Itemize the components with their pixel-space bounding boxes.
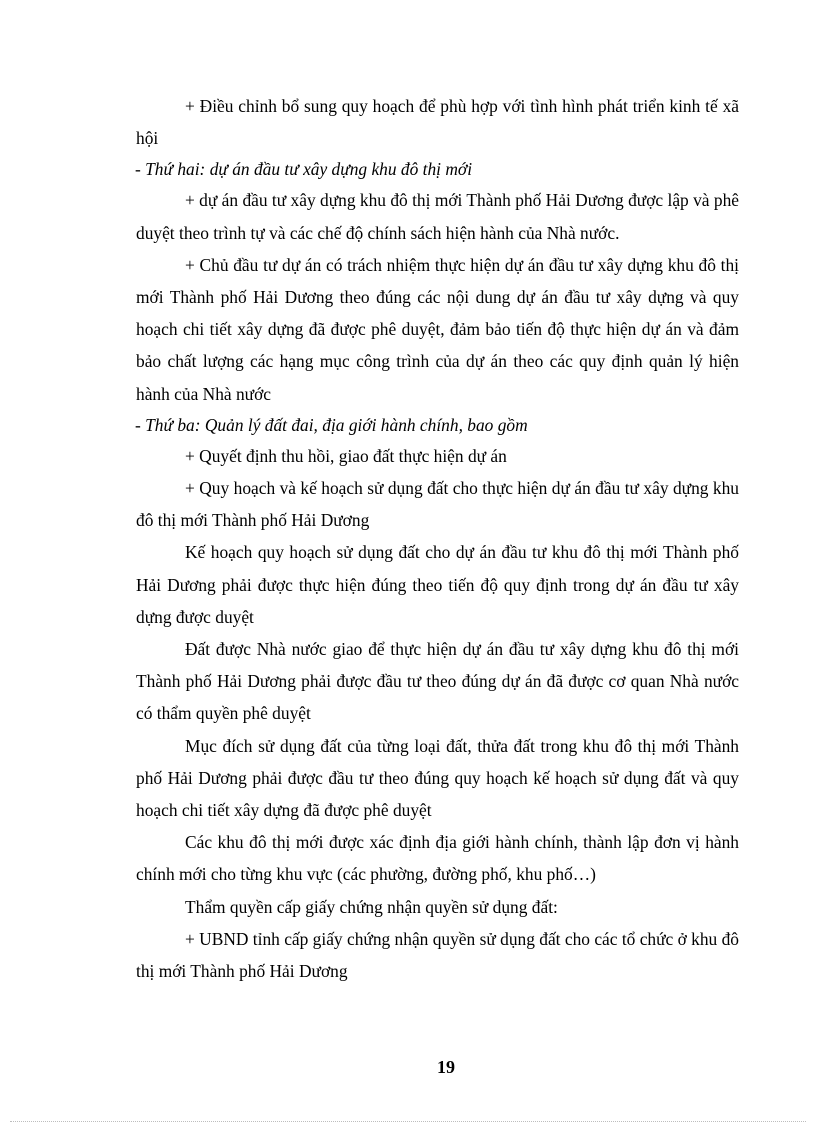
paragraph-land-recovery: + Quyết định thu hồi, giao đất thực hiện dự án — [185, 445, 507, 466]
heading-second-item: - Thứ hai: dự án đầu tư xây dựng khu đô thị mới — [135, 159, 473, 180]
heading-third-item: - Thứ ba: Quản lý đất đai, địa giới hành chính, bao gồm — [135, 414, 528, 435]
paragraph-land-allocation: Đất được Nhà nước giao để thực hiện dự án đầu tư xây dựng khu đô thị mới Thành phố Hải Dương phải được đầu tư theo đúng dự án đã được cơ quan Nhà nước có thẩm quyền phê duyệt — [136, 639, 739, 724]
paragraph-land-use-plan: + Quy hoạch và kế hoạch sử dụng đất cho thực hiện dự án đầu tư xây dựng khu đô thị mới Thành phố Hải Dương — [136, 478, 739, 531]
paragraph-project-approval: + dự án đầu tư xây dựng khu đô thị mới Thành phố Hải Dương được lập và phê duyệt theo trình tự và các chế độ chính sách hiện hành của Nhà nước. — [136, 190, 739, 243]
paragraph-admin-boundaries: Các khu đô thị mới được xác định địa giới hành chính, thành lập đơn vị hành chính mới cho từng khu vực (các phường, đường phố, khu phố…) — [136, 832, 739, 885]
paragraph-investor-responsibility: + Chủ đầu tư dự án có trách nhiệm thực hiện dự án đầu tư xây dựng khu đô thị mới Thành phố Hải Dương theo đúng các nội dung dự án đầu tư xây dựng và quy hoạch chi tiết xây dựng đã được phê duyệt, đảm bảo tiến độ thực hiện dự án và đảm bảo chất lượng các hạng mục công trình của dự án theo các quy định quản lý hiện hành của Nhà nước — [136, 254, 739, 404]
body-text — [136, 90, 739, 987]
page-number: 19 — [437, 1057, 455, 1077]
paragraph-land-schedule: Kế hoạch quy hoạch sử dụng đất cho dự án đầu tư khu đô thị mới Thành phố Hải Dương phải được thực hiện đúng theo tiến độ quy định trong dự án đầu tư xây dựng được duyệt — [136, 542, 739, 627]
paragraph-certificate-authority: Thẩm quyền cấp giấy chứng nhận quyền sử dụng đất: — [185, 896, 558, 917]
paragraph-land-purpose: Mục đích sử dụng đất của từng loại đất, thửa đất trong khu đô thị mới Thành phố Hải Dương phải được đầu tư theo đúng quy hoạch kế hoạch sử dụng đất và quy hoạch chi tiết xây dựng đã được phê duyệt — [136, 735, 739, 821]
page-bottom-divider — [10, 1121, 806, 1122]
paragraph-adjust-planning: + Điều chỉnh bổ sung quy hoạch để phù hợp với tình hình phát triển kinh tế xã hội — [136, 96, 739, 149]
paragraph-provincial-certificate: + UBND tỉnh cấp giấy chứng nhận quyền sử dụng đất cho các tổ chức ở khu đô thị mới Thành phố Hải Dương — [136, 928, 739, 982]
